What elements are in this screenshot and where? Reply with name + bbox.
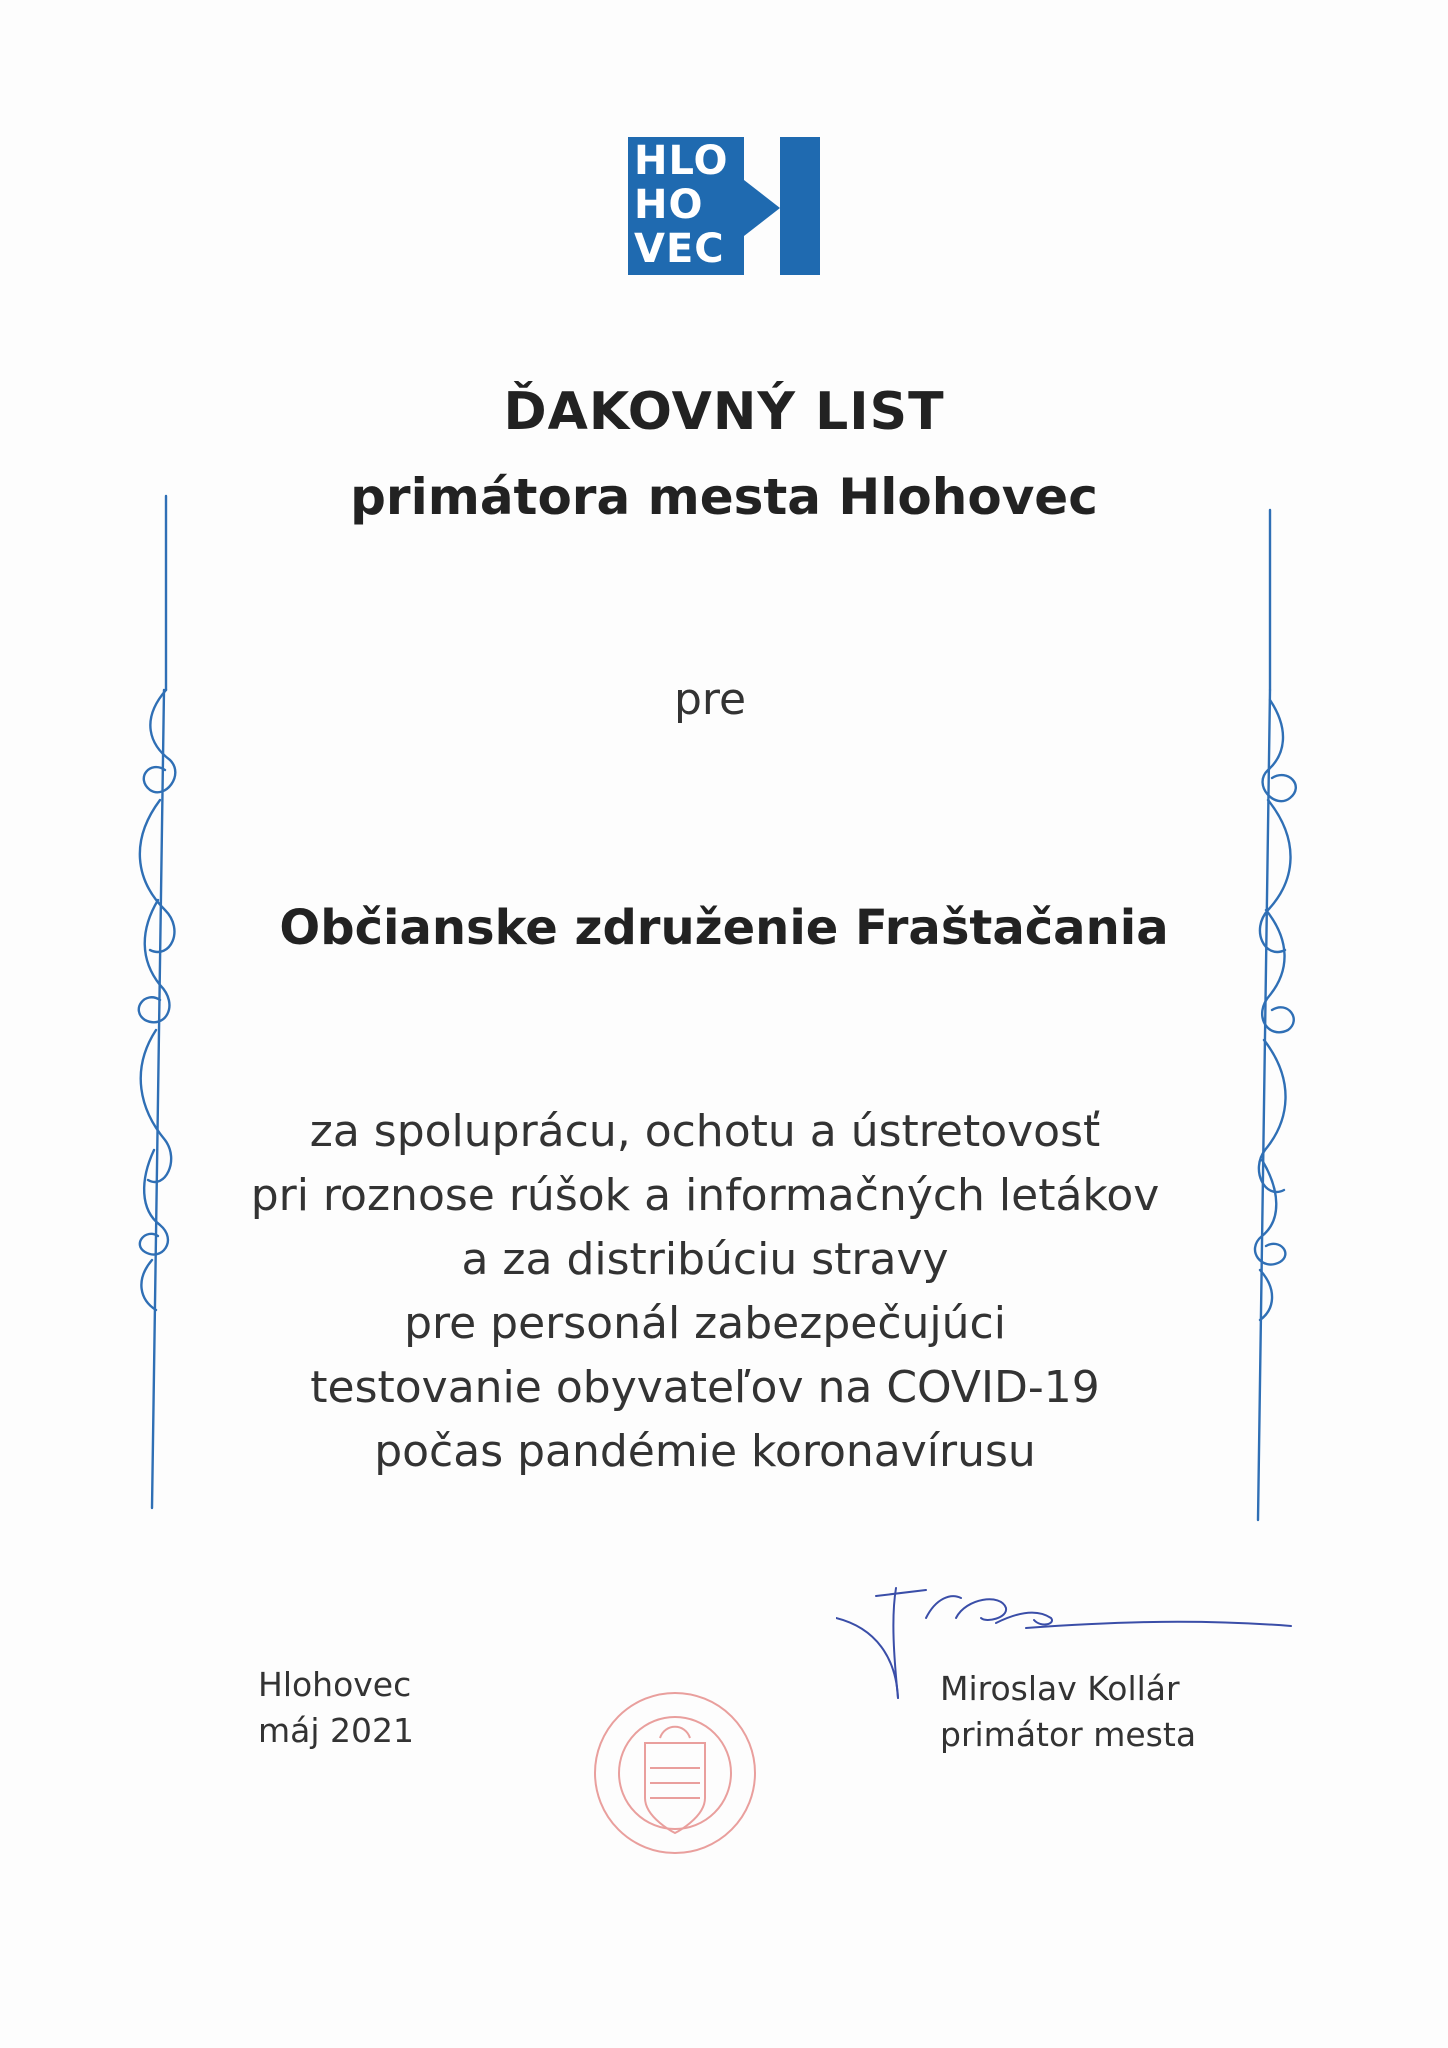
issue-date: máj 2021 [258,1711,415,1750]
issue-place: Hlohovec [258,1665,412,1704]
left-ornament [139,496,176,1508]
logo-line-3: VEC [634,226,725,272]
signer-title: primátor mesta [940,1715,1197,1754]
signer-block [940,1666,1196,1758]
issue-place-date [258,1662,414,1754]
logo-line-2: HO [634,182,704,228]
reason-line: a za distribúciu stravy [461,1234,949,1285]
certificate-subtitle: primátora mesta Hlohovec [350,468,1098,526]
logo-line-1: HLO [634,138,729,184]
reason-line: testovanie obyvateľov na COVID-19 [310,1362,1100,1413]
recipient-name: Občianske združenie Fraštačania [279,900,1169,956]
right-ornament [1255,510,1296,1520]
reason-line: za spoluprácu, ochotu a ústretovosť [309,1106,1101,1157]
certificate-title: ĎAKOVNÝ LIST [503,382,945,442]
reason-line: počas pandémie koronavírusu [374,1426,1036,1477]
signer-name: Miroslav Kollár [940,1669,1180,1708]
reason-line: pre personál zabezpečujúci [404,1298,1006,1349]
reason-line: pri roznose rúšok a informačných letákov [250,1170,1160,1221]
city-seal-stamp [590,1688,760,1858]
recipient-prefix: pre [673,674,747,725]
